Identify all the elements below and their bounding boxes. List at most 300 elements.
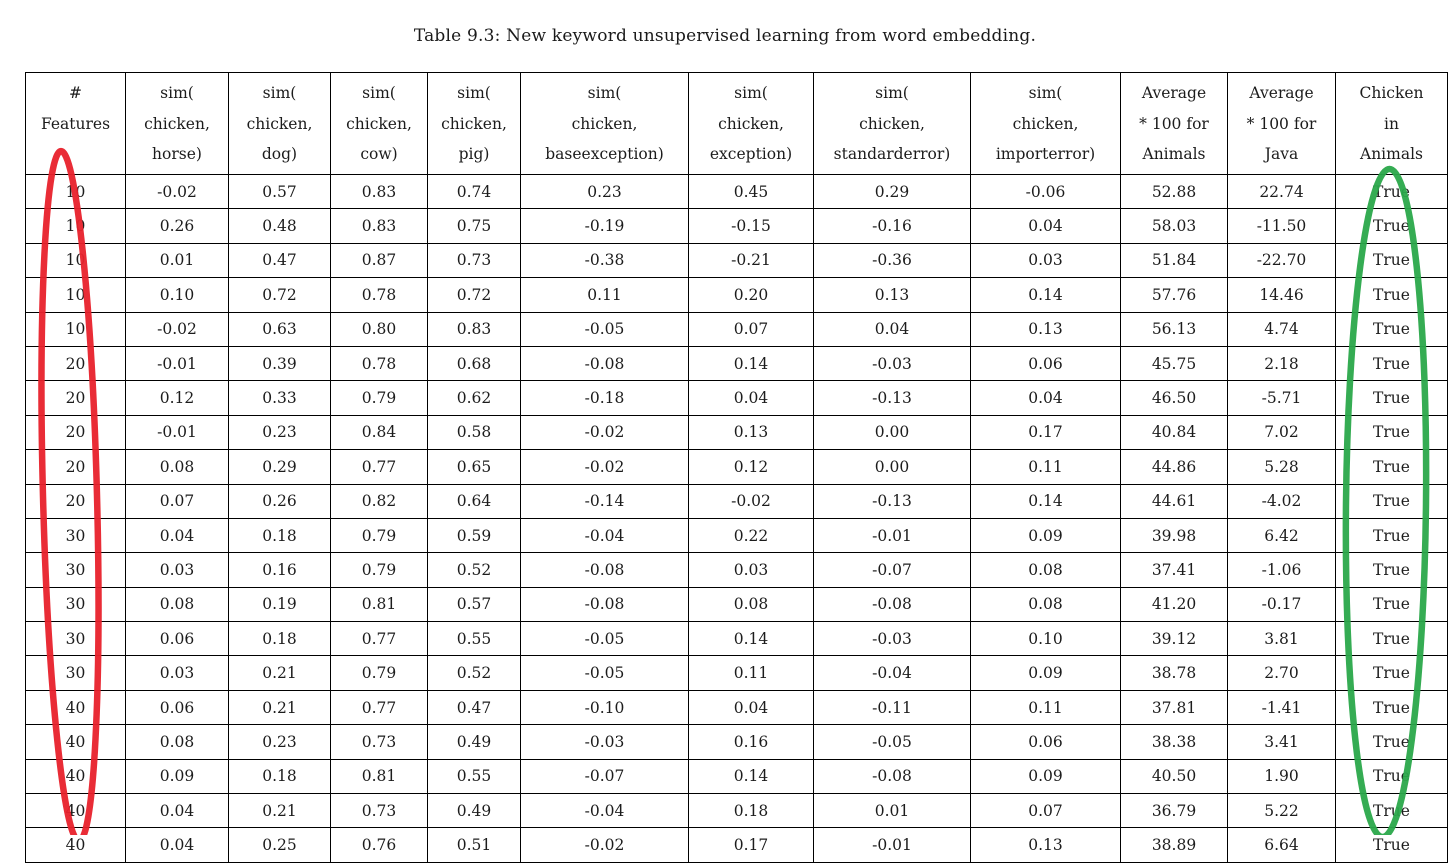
cell-sim-chicken-horse: 0.04 bbox=[126, 794, 229, 828]
cell-sim-chicken-importerror: 0.07 bbox=[971, 794, 1121, 828]
cell-sim-chicken-baseexception: -0.02 bbox=[521, 450, 689, 484]
cell-chicken-in-animals: True bbox=[1336, 175, 1448, 209]
column-header-average-100-java bbox=[1228, 73, 1336, 175]
cell-sim-chicken-baseexception: -0.18 bbox=[521, 381, 689, 415]
cell-sim-chicken-cow: 0.79 bbox=[331, 381, 428, 415]
column-header-sim-chicken-dog bbox=[229, 73, 331, 175]
cell-sim-chicken-importerror: 0.06 bbox=[971, 346, 1121, 380]
cell-sim-chicken-pig: 0.52 bbox=[428, 553, 521, 587]
cell-sim-chicken-horse: 0.08 bbox=[126, 725, 229, 759]
cell-sim-chicken-pig: 0.62 bbox=[428, 381, 521, 415]
cell-sim-chicken-pig: 0.55 bbox=[428, 622, 521, 656]
cell-num-features: 10 bbox=[26, 278, 126, 312]
cell-sim-chicken-pig: 0.51 bbox=[428, 828, 521, 862]
cell-sim-chicken-pig: 0.65 bbox=[428, 450, 521, 484]
cell-chicken-in-animals: True bbox=[1336, 656, 1448, 690]
cell-sim-chicken-standarderror: 0.13 bbox=[814, 278, 971, 312]
cell-average-100-java: 5.28 bbox=[1228, 450, 1336, 484]
cell-average-100-java: 5.22 bbox=[1228, 794, 1336, 828]
cell-sim-chicken-dog: 0.23 bbox=[229, 725, 331, 759]
table-caption: Table 9.3: New keyword unsupervised learning from word embedding. bbox=[413, 26, 1037, 46]
cell-average-100-animals: 38.38 bbox=[1121, 725, 1228, 759]
cell-sim-chicken-cow: 0.87 bbox=[331, 243, 428, 277]
cell-sim-chicken-dog: 0.39 bbox=[229, 346, 331, 380]
cell-sim-chicken-baseexception: -0.03 bbox=[521, 725, 689, 759]
cell-sim-chicken-exception: 0.08 bbox=[689, 587, 814, 621]
table-row bbox=[26, 175, 1448, 209]
cell-average-100-java: -1.06 bbox=[1228, 553, 1336, 587]
cell-sim-chicken-horse: 0.04 bbox=[126, 518, 229, 552]
column-header-line: cow) bbox=[360, 145, 398, 163]
table-row bbox=[26, 346, 1448, 380]
cell-sim-chicken-horse: 0.03 bbox=[126, 656, 229, 690]
cell-sim-chicken-standarderror: -0.08 bbox=[814, 587, 971, 621]
cell-sim-chicken-exception: 0.04 bbox=[689, 690, 814, 724]
cell-sim-chicken-horse: 0.10 bbox=[126, 278, 229, 312]
cell-average-100-animals: 36.79 bbox=[1121, 794, 1228, 828]
column-header-line: Average bbox=[1249, 84, 1314, 102]
column-header-line bbox=[26, 139, 125, 170]
cell-average-100-animals: 37.81 bbox=[1121, 690, 1228, 724]
table-row bbox=[26, 656, 1448, 690]
cell-sim-chicken-baseexception: -0.02 bbox=[521, 415, 689, 449]
cell-sim-chicken-cow: 0.73 bbox=[331, 725, 428, 759]
table-header-row bbox=[26, 73, 1448, 175]
column-header-line: chicken, bbox=[441, 114, 507, 133]
cell-sim-chicken-exception: 0.17 bbox=[689, 828, 814, 862]
cell-average-100-java: 3.41 bbox=[1228, 725, 1336, 759]
cell-sim-chicken-cow: 0.79 bbox=[331, 553, 428, 587]
cell-sim-chicken-exception: -0.21 bbox=[689, 243, 814, 277]
cell-sim-chicken-importerror: 0.09 bbox=[971, 518, 1121, 552]
cell-sim-chicken-importerror: 0.09 bbox=[971, 759, 1121, 793]
cell-sim-chicken-dog: 0.16 bbox=[229, 553, 331, 587]
cell-sim-chicken-baseexception: 0.23 bbox=[521, 175, 689, 209]
column-header-line: sim( bbox=[875, 84, 909, 102]
cell-average-100-java: 3.81 bbox=[1228, 622, 1336, 656]
cell-average-100-animals: 37.41 bbox=[1121, 553, 1228, 587]
cell-sim-chicken-horse: 0.26 bbox=[126, 209, 229, 243]
cell-chicken-in-animals: True bbox=[1336, 518, 1448, 552]
cell-average-100-java: 7.02 bbox=[1228, 415, 1336, 449]
cell-average-100-java: 1.90 bbox=[1228, 759, 1336, 793]
cell-average-100-java: 6.64 bbox=[1228, 828, 1336, 862]
cell-sim-chicken-importerror: 0.10 bbox=[971, 622, 1121, 656]
cell-num-features: 40 bbox=[26, 759, 126, 793]
cell-sim-chicken-importerror: 0.11 bbox=[971, 690, 1121, 724]
results-table bbox=[25, 72, 1448, 863]
cell-average-100-java: -1.41 bbox=[1228, 690, 1336, 724]
cell-sim-chicken-cow: 0.80 bbox=[331, 312, 428, 346]
cell-sim-chicken-cow: 0.76 bbox=[331, 828, 428, 862]
cell-sim-chicken-standarderror: -0.13 bbox=[814, 381, 971, 415]
cell-sim-chicken-pig: 0.64 bbox=[428, 484, 521, 518]
cell-num-features: 40 bbox=[26, 794, 126, 828]
cell-average-100-java: -11.50 bbox=[1228, 209, 1336, 243]
cell-sim-chicken-cow: 0.78 bbox=[331, 278, 428, 312]
cell-sim-chicken-exception: 0.03 bbox=[689, 553, 814, 587]
cell-sim-chicken-baseexception: 0.11 bbox=[521, 278, 689, 312]
cell-sim-chicken-cow: 0.81 bbox=[331, 587, 428, 621]
cell-sim-chicken-standarderror: 0.01 bbox=[814, 794, 971, 828]
cell-sim-chicken-dog: 0.48 bbox=[229, 209, 331, 243]
column-header-line: baseexception) bbox=[545, 145, 664, 163]
cell-average-100-animals: 57.76 bbox=[1121, 278, 1228, 312]
table-row bbox=[26, 587, 1448, 621]
cell-sim-chicken-horse: 0.01 bbox=[126, 243, 229, 277]
cell-sim-chicken-pig: 0.73 bbox=[428, 243, 521, 277]
cell-sim-chicken-exception: 0.18 bbox=[689, 794, 814, 828]
cell-sim-chicken-importerror: 0.09 bbox=[971, 656, 1121, 690]
cell-average-100-animals: 44.86 bbox=[1121, 450, 1228, 484]
cell-num-features: 10 bbox=[26, 243, 126, 277]
cell-sim-chicken-standarderror: -0.01 bbox=[814, 518, 971, 552]
cell-num-features: 40 bbox=[26, 725, 126, 759]
table-row bbox=[26, 622, 1448, 656]
cell-sim-chicken-importerror: -0.06 bbox=[971, 175, 1121, 209]
cell-average-100-animals: 58.03 bbox=[1121, 209, 1228, 243]
cell-sim-chicken-dog: 0.21 bbox=[229, 690, 331, 724]
cell-sim-chicken-importerror: 0.14 bbox=[971, 484, 1121, 518]
table-row bbox=[26, 828, 1448, 862]
cell-num-features: 20 bbox=[26, 484, 126, 518]
column-header-line: importerror) bbox=[995, 145, 1096, 163]
column-header-line: sim( bbox=[734, 84, 768, 102]
table-row bbox=[26, 518, 1448, 552]
cell-average-100-animals: 38.89 bbox=[1121, 828, 1228, 862]
cell-sim-chicken-importerror: 0.11 bbox=[971, 450, 1121, 484]
cell-sim-chicken-dog: 0.26 bbox=[229, 484, 331, 518]
column-header-line: # bbox=[69, 84, 82, 102]
cell-sim-chicken-horse: 0.08 bbox=[126, 450, 229, 484]
cell-sim-chicken-baseexception: -0.08 bbox=[521, 553, 689, 587]
table-row bbox=[26, 553, 1448, 587]
cell-sim-chicken-pig: 0.83 bbox=[428, 312, 521, 346]
cell-chicken-in-animals: True bbox=[1336, 794, 1448, 828]
cell-sim-chicken-pig: 0.74 bbox=[428, 175, 521, 209]
cell-sim-chicken-exception: 0.14 bbox=[689, 759, 814, 793]
cell-sim-chicken-standarderror: -0.11 bbox=[814, 690, 971, 724]
cell-sim-chicken-importerror: 0.17 bbox=[971, 415, 1121, 449]
cell-sim-chicken-pig: 0.47 bbox=[428, 690, 521, 724]
cell-average-100-java: -4.02 bbox=[1228, 484, 1336, 518]
cell-chicken-in-animals: True bbox=[1336, 415, 1448, 449]
cell-average-100-java: 2.70 bbox=[1228, 656, 1336, 690]
cell-average-100-animals: 39.98 bbox=[1121, 518, 1228, 552]
cell-average-100-animals: 56.13 bbox=[1121, 312, 1228, 346]
cell-sim-chicken-dog: 0.25 bbox=[229, 828, 331, 862]
cell-sim-chicken-importerror: 0.08 bbox=[971, 587, 1121, 621]
cell-sim-chicken-exception: -0.15 bbox=[689, 209, 814, 243]
cell-average-100-java: 6.42 bbox=[1228, 518, 1336, 552]
cell-sim-chicken-dog: 0.21 bbox=[229, 794, 331, 828]
cell-average-100-animals: 46.50 bbox=[1121, 381, 1228, 415]
column-header-line: sim( bbox=[262, 84, 297, 102]
cell-sim-chicken-cow: 0.77 bbox=[331, 450, 428, 484]
cell-num-features: 10 bbox=[26, 175, 126, 209]
cell-sim-chicken-importerror: 0.13 bbox=[971, 312, 1121, 346]
cell-num-features: 30 bbox=[26, 518, 126, 552]
cell-chicken-in-animals: True bbox=[1336, 759, 1448, 793]
cell-sim-chicken-baseexception: -0.05 bbox=[521, 656, 689, 690]
cell-sim-chicken-baseexception: -0.08 bbox=[521, 587, 689, 621]
cell-average-100-animals: 51.84 bbox=[1121, 243, 1228, 277]
column-header-sim-chicken-standarderror bbox=[814, 73, 971, 175]
table-row bbox=[26, 312, 1448, 346]
cell-num-features: 10 bbox=[26, 209, 126, 243]
cell-sim-chicken-baseexception: -0.14 bbox=[521, 484, 689, 518]
cell-sim-chicken-cow: 0.79 bbox=[331, 656, 428, 690]
cell-sim-chicken-dog: 0.47 bbox=[229, 243, 331, 277]
cell-sim-chicken-baseexception: -0.08 bbox=[521, 346, 689, 380]
cell-sim-chicken-standarderror: -0.08 bbox=[814, 759, 971, 793]
column-header-line: pig) bbox=[458, 145, 490, 163]
cell-sim-chicken-dog: 0.33 bbox=[229, 381, 331, 415]
cell-chicken-in-animals: True bbox=[1336, 828, 1448, 862]
table-row bbox=[26, 690, 1448, 724]
column-header-line: Features bbox=[40, 114, 111, 133]
cell-sim-chicken-baseexception: -0.07 bbox=[521, 759, 689, 793]
cell-sim-chicken-dog: 0.72 bbox=[229, 278, 331, 312]
cell-average-100-java: -0.17 bbox=[1228, 587, 1336, 621]
cell-sim-chicken-standarderror: -0.07 bbox=[814, 553, 971, 587]
cell-num-features: 20 bbox=[26, 381, 126, 415]
cell-sim-chicken-standarderror: -0.01 bbox=[814, 828, 971, 862]
cell-sim-chicken-horse: 0.03 bbox=[126, 553, 229, 587]
table-row bbox=[26, 381, 1448, 415]
cell-sim-chicken-importerror: 0.04 bbox=[971, 381, 1121, 415]
column-header-line: Animals bbox=[1360, 145, 1423, 163]
cell-average-100-java: -5.71 bbox=[1228, 381, 1336, 415]
cell-sim-chicken-exception: 0.13 bbox=[689, 415, 814, 449]
column-header-sim-chicken-pig bbox=[428, 73, 521, 175]
cell-num-features: 10 bbox=[26, 312, 126, 346]
cell-sim-chicken-standarderror: -0.04 bbox=[814, 656, 971, 690]
cell-chicken-in-animals: True bbox=[1336, 553, 1448, 587]
cell-sim-chicken-dog: 0.19 bbox=[229, 587, 331, 621]
cell-sim-chicken-exception: 0.04 bbox=[689, 381, 814, 415]
cell-sim-chicken-exception: 0.14 bbox=[689, 346, 814, 380]
cell-sim-chicken-horse: -0.01 bbox=[126, 346, 229, 380]
column-header-line: sim( bbox=[587, 84, 622, 102]
column-header-line: * 100 for bbox=[1246, 114, 1317, 133]
cell-sim-chicken-exception: 0.14 bbox=[689, 622, 814, 656]
cell-num-features: 30 bbox=[26, 553, 126, 587]
cell-sim-chicken-standarderror: 0.00 bbox=[814, 450, 971, 484]
cell-average-100-java: -22.70 bbox=[1228, 243, 1336, 277]
cell-average-100-animals: 52.88 bbox=[1121, 175, 1228, 209]
column-header-line: in bbox=[1384, 114, 1399, 133]
cell-sim-chicken-dog: 0.18 bbox=[229, 518, 331, 552]
cell-sim-chicken-importerror: 0.06 bbox=[971, 725, 1121, 759]
cell-sim-chicken-cow: 0.81 bbox=[331, 759, 428, 793]
cell-sim-chicken-exception: 0.20 bbox=[689, 278, 814, 312]
cell-num-features: 20 bbox=[26, 450, 126, 484]
cell-sim-chicken-standarderror: -0.13 bbox=[814, 484, 971, 518]
column-header-line: exception) bbox=[709, 145, 793, 163]
cell-sim-chicken-dog: 0.63 bbox=[229, 312, 331, 346]
cell-sim-chicken-exception: 0.07 bbox=[689, 312, 814, 346]
column-header-line: Java bbox=[1264, 145, 1299, 163]
cell-sim-chicken-cow: 0.78 bbox=[331, 346, 428, 380]
cell-sim-chicken-standarderror: -0.36 bbox=[814, 243, 971, 277]
cell-sim-chicken-dog: 0.18 bbox=[229, 622, 331, 656]
cell-sim-chicken-horse: 0.06 bbox=[126, 622, 229, 656]
cell-sim-chicken-horse: 0.06 bbox=[126, 690, 229, 724]
column-header-line: sim( bbox=[362, 84, 396, 102]
cell-num-features: 40 bbox=[26, 828, 126, 862]
cell-sim-chicken-pig: 0.75 bbox=[428, 209, 521, 243]
table-row bbox=[26, 725, 1448, 759]
column-header-line: * 100 for bbox=[1139, 114, 1209, 133]
table-row bbox=[26, 450, 1448, 484]
table-row bbox=[26, 243, 1448, 277]
cell-sim-chicken-cow: 0.84 bbox=[331, 415, 428, 449]
cell-sim-chicken-pig: 0.57 bbox=[428, 587, 521, 621]
cell-chicken-in-animals: True bbox=[1336, 243, 1448, 277]
cell-average-100-animals: 45.75 bbox=[1121, 346, 1228, 380]
column-header-sim-chicken-cow bbox=[331, 73, 428, 175]
cell-average-100-java: 22.74 bbox=[1228, 175, 1336, 209]
cell-chicken-in-animals: True bbox=[1336, 690, 1448, 724]
cell-average-100-animals: 40.84 bbox=[1121, 415, 1228, 449]
cell-sim-chicken-baseexception: -0.10 bbox=[521, 690, 689, 724]
cell-sim-chicken-cow: 0.83 bbox=[331, 175, 428, 209]
cell-chicken-in-animals: True bbox=[1336, 622, 1448, 656]
column-header-line: horse) bbox=[152, 145, 202, 163]
cell-sim-chicken-standarderror: 0.04 bbox=[814, 312, 971, 346]
cell-sim-chicken-pig: 0.72 bbox=[428, 278, 521, 312]
cell-sim-chicken-cow: 0.79 bbox=[331, 518, 428, 552]
column-header-line: sim( bbox=[457, 84, 491, 102]
cell-average-100-java: 2.18 bbox=[1228, 346, 1336, 380]
cell-sim-chicken-exception: -0.02 bbox=[689, 484, 814, 518]
cell-num-features: 40 bbox=[26, 690, 126, 724]
cell-sim-chicken-cow: 0.82 bbox=[331, 484, 428, 518]
cell-sim-chicken-dog: 0.21 bbox=[229, 656, 331, 690]
column-header-average-100-animals bbox=[1121, 73, 1228, 175]
column-header-line: Chicken bbox=[1359, 84, 1424, 102]
column-header-sim-chicken-horse bbox=[126, 73, 229, 175]
cell-sim-chicken-pig: 0.68 bbox=[428, 346, 521, 380]
cell-sim-chicken-standarderror: -0.05 bbox=[814, 725, 971, 759]
cell-sim-chicken-pig: 0.55 bbox=[428, 759, 521, 793]
cell-sim-chicken-baseexception: -0.38 bbox=[521, 243, 689, 277]
column-header-line: chicken, bbox=[1012, 114, 1079, 133]
table-row bbox=[26, 278, 1448, 312]
cell-sim-chicken-baseexception: -0.05 bbox=[521, 312, 689, 346]
cell-chicken-in-animals: True bbox=[1336, 209, 1448, 243]
results-table-container bbox=[25, 72, 1447, 863]
cell-average-100-animals: 38.78 bbox=[1121, 656, 1228, 690]
cell-sim-chicken-pig: 0.49 bbox=[428, 725, 521, 759]
column-header-line: chicken, bbox=[718, 114, 784, 133]
cell-num-features: 20 bbox=[26, 346, 126, 380]
column-header-line: chicken, bbox=[144, 114, 210, 133]
cell-average-100-animals: 41.20 bbox=[1121, 587, 1228, 621]
cell-sim-chicken-pig: 0.59 bbox=[428, 518, 521, 552]
cell-num-features: 20 bbox=[26, 415, 126, 449]
table-row bbox=[26, 415, 1448, 449]
cell-sim-chicken-horse: 0.07 bbox=[126, 484, 229, 518]
cell-sim-chicken-cow: 0.73 bbox=[331, 794, 428, 828]
cell-sim-chicken-pig: 0.58 bbox=[428, 415, 521, 449]
cell-sim-chicken-standarderror: 0.29 bbox=[814, 175, 971, 209]
cell-sim-chicken-horse: 0.09 bbox=[126, 759, 229, 793]
cell-sim-chicken-horse: -0.01 bbox=[126, 415, 229, 449]
cell-sim-chicken-baseexception: -0.04 bbox=[521, 794, 689, 828]
column-header-sim-chicken-importerror bbox=[971, 73, 1121, 175]
column-header-num-features bbox=[26, 73, 126, 175]
cell-sim-chicken-exception: 0.45 bbox=[689, 175, 814, 209]
cell-sim-chicken-horse: 0.12 bbox=[126, 381, 229, 415]
cell-sim-chicken-standarderror: -0.16 bbox=[814, 209, 971, 243]
cell-chicken-in-animals: True bbox=[1336, 725, 1448, 759]
column-header-line: chicken, bbox=[859, 114, 925, 133]
cell-sim-chicken-exception: 0.12 bbox=[689, 450, 814, 484]
cell-sim-chicken-horse: -0.02 bbox=[126, 175, 229, 209]
cell-sim-chicken-standarderror: -0.03 bbox=[814, 346, 971, 380]
cell-sim-chicken-horse: 0.04 bbox=[126, 828, 229, 862]
column-header-sim-chicken-baseexception bbox=[521, 73, 689, 175]
cell-sim-chicken-importerror: 0.08 bbox=[971, 553, 1121, 587]
column-header-line: dog) bbox=[261, 145, 298, 163]
cell-average-100-animals: 39.12 bbox=[1121, 622, 1228, 656]
cell-sim-chicken-pig: 0.52 bbox=[428, 656, 521, 690]
cell-num-features: 30 bbox=[26, 587, 126, 621]
cell-chicken-in-animals: True bbox=[1336, 587, 1448, 621]
cell-sim-chicken-horse: 0.08 bbox=[126, 587, 229, 621]
column-header-line: Average bbox=[1141, 84, 1207, 102]
table-body bbox=[26, 175, 1448, 863]
cell-sim-chicken-baseexception: -0.04 bbox=[521, 518, 689, 552]
cell-sim-chicken-standarderror: 0.00 bbox=[814, 415, 971, 449]
cell-sim-chicken-horse: -0.02 bbox=[126, 312, 229, 346]
cell-sim-chicken-cow: 0.77 bbox=[331, 622, 428, 656]
column-header-line: Animals bbox=[1142, 145, 1206, 163]
cell-chicken-in-animals: True bbox=[1336, 381, 1448, 415]
cell-sim-chicken-dog: 0.18 bbox=[229, 759, 331, 793]
column-header-chicken-in-animals bbox=[1336, 73, 1448, 175]
cell-sim-chicken-exception: 0.11 bbox=[689, 656, 814, 690]
cell-average-100-java: 4.74 bbox=[1228, 312, 1336, 346]
column-header-line: sim( bbox=[160, 84, 194, 102]
cell-sim-chicken-standarderror: -0.03 bbox=[814, 622, 971, 656]
cell-sim-chicken-pig: 0.49 bbox=[428, 794, 521, 828]
cell-sim-chicken-baseexception: -0.02 bbox=[521, 828, 689, 862]
cell-average-100-animals: 40.50 bbox=[1121, 759, 1228, 793]
cell-sim-chicken-dog: 0.23 bbox=[229, 415, 331, 449]
column-header-line: chicken, bbox=[246, 114, 313, 133]
column-header-line: sim( bbox=[1028, 84, 1063, 102]
cell-sim-chicken-exception: 0.22 bbox=[689, 518, 814, 552]
cell-chicken-in-animals: True bbox=[1336, 312, 1448, 346]
cell-sim-chicken-importerror: 0.04 bbox=[971, 209, 1121, 243]
cell-num-features: 30 bbox=[26, 622, 126, 656]
cell-num-features: 30 bbox=[26, 656, 126, 690]
cell-chicken-in-animals: True bbox=[1336, 484, 1448, 518]
cell-sim-chicken-importerror: 0.14 bbox=[971, 278, 1121, 312]
cell-sim-chicken-importerror: 0.13 bbox=[971, 828, 1121, 862]
cell-sim-chicken-dog: 0.29 bbox=[229, 450, 331, 484]
cell-sim-chicken-baseexception: -0.05 bbox=[521, 622, 689, 656]
cell-sim-chicken-cow: 0.83 bbox=[331, 209, 428, 243]
cell-chicken-in-animals: True bbox=[1336, 450, 1448, 484]
cell-sim-chicken-cow: 0.77 bbox=[331, 690, 428, 724]
table-row bbox=[26, 759, 1448, 793]
column-header-sim-chicken-exception bbox=[689, 73, 814, 175]
table-row bbox=[26, 794, 1448, 828]
